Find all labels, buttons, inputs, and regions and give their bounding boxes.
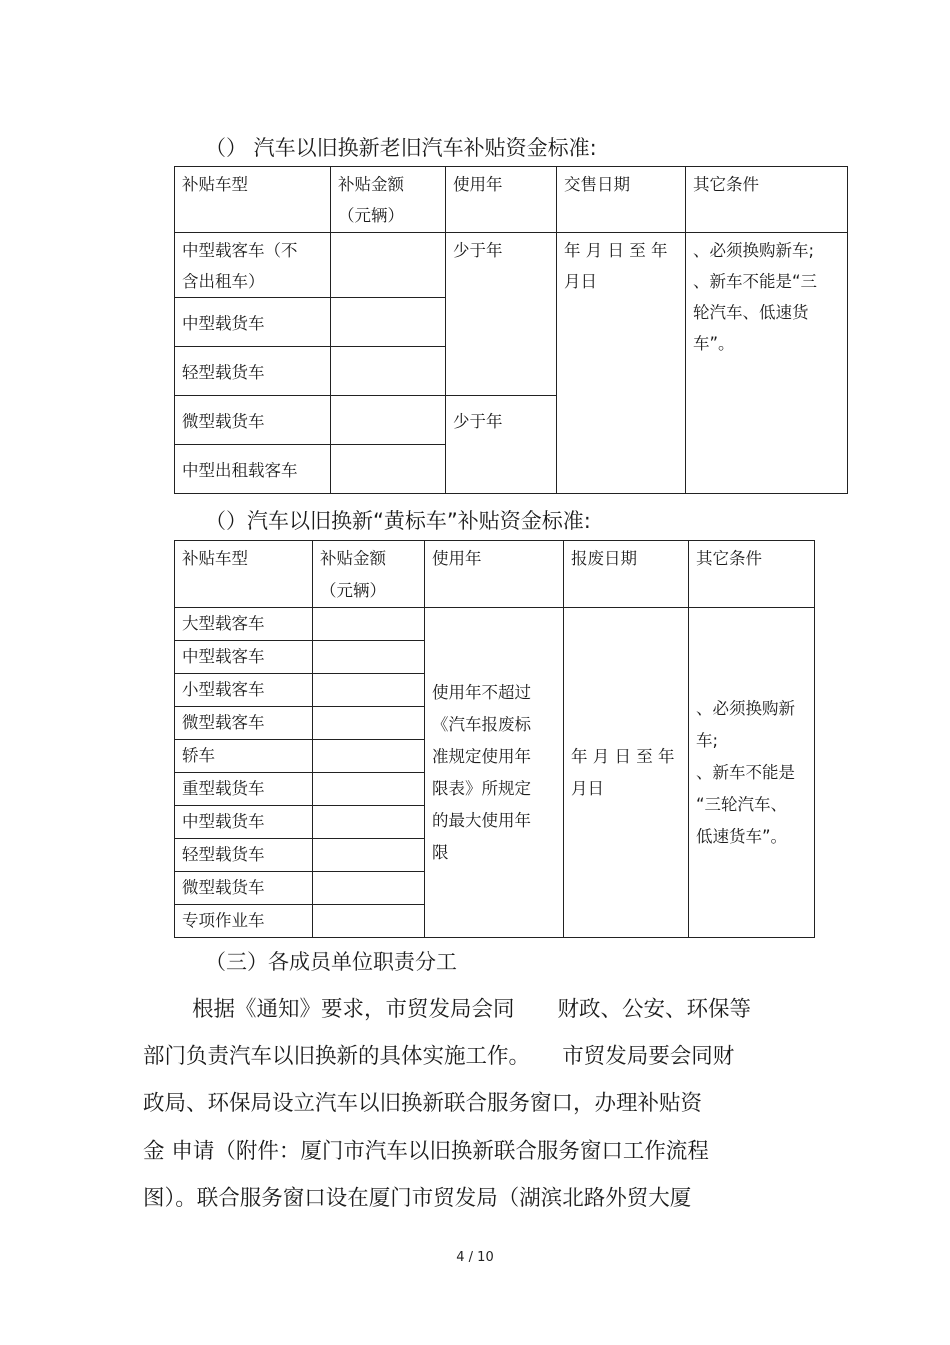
table-cell-vehicle-type: 中型出租载客车 xyxy=(175,445,331,494)
header-scrap-date: 报废日期 xyxy=(564,541,689,608)
table-cell-amount xyxy=(331,396,446,445)
table-cell-amount xyxy=(313,872,425,905)
table-cell-other-conditions: 、必须换购新 车; 、新车不能是 “三轮汽车、 低速货车”。 xyxy=(689,608,815,938)
header-years: 使用年 xyxy=(446,167,557,233)
table-cell-amount xyxy=(313,641,425,674)
table-cell-trade-date: 年 月 日 至 年 月日 xyxy=(557,233,686,494)
table-cell-vehicle-type: 中型载货车 xyxy=(175,298,331,347)
table-cell-amount xyxy=(313,740,425,773)
table-cell-vehicle-type: 微型载货车 xyxy=(175,396,331,445)
table-cell-amount xyxy=(313,707,425,740)
header-vehicle-type: 补贴车型 xyxy=(175,167,331,233)
table-cell-vehicle-type: 大型载客车 xyxy=(175,608,313,641)
yellow-label-vehicle-subsidy-table xyxy=(174,540,815,938)
table-cell-other-conditions: 、必须换购新车; 、新车不能是“三 轮汽车、低速货 车”。 xyxy=(686,233,848,494)
table-cell-amount xyxy=(331,445,446,494)
table-cell-vehicle-type: 中型载客车 xyxy=(175,641,313,674)
table-cell-amount xyxy=(313,806,425,839)
table-cell-amount xyxy=(313,608,425,641)
header-subsidy-amount: 补贴金额 （元辆） xyxy=(331,167,446,233)
table-cell-years: 少于年 xyxy=(446,233,557,396)
table-cell-vehicle-type: 微型载客车 xyxy=(175,707,313,740)
body-text-line: 金 申请（附件：厦门市汽车以旧换新联合服务窗口工作流程 xyxy=(143,1139,709,1164)
body-text-line: 部门负责汽车以旧换新的具体实施工作。 市贸发局要会同财 xyxy=(143,1044,735,1069)
table-cell-vehicle-type: 微型载货车 xyxy=(175,872,313,905)
header-subsidy-amount: 补贴金额 （元辆） xyxy=(313,541,425,608)
table-cell-scrap-date: 年 月 日 至 年 月日 xyxy=(564,608,689,938)
table-cell-amount xyxy=(331,347,446,396)
table-cell-vehicle-type: 中型载货车 xyxy=(175,806,313,839)
table-cell-vehicle-type: 小型载客车 xyxy=(175,674,313,707)
table-cell-vehicle-type: 轻型载货车 xyxy=(175,347,331,396)
table-cell-amount xyxy=(313,674,425,707)
table-cell-years: 少于年 xyxy=(446,396,557,494)
header-other-conditions: 其它条件 xyxy=(689,541,815,608)
table-cell-amount xyxy=(331,233,446,298)
body-text-line: 根据《通知》要求，市贸发局会同 财政、公安、环保等 xyxy=(192,997,752,1022)
table-cell-amount xyxy=(313,905,425,938)
table2-title: （）汽车以旧换新“黄标车”补贴资金标准: xyxy=(205,509,591,533)
table-cell-vehicle-type: 重型载货车 xyxy=(175,773,313,806)
header-trade-date: 交售日期 xyxy=(557,167,686,233)
table-cell-vehicle-type: 轿车 xyxy=(175,740,313,773)
header-years: 使用年 xyxy=(425,541,564,608)
table-cell-amount xyxy=(313,839,425,872)
table-cell-amount xyxy=(331,298,446,347)
table-cell-vehicle-type: 轻型载货车 xyxy=(175,839,313,872)
section-heading: （三）各成员单位职责分工 xyxy=(205,950,457,974)
old-vehicle-subsidy-table xyxy=(174,166,848,494)
table1-title: （） 汽车以旧换新老旧汽车补贴资金标准: xyxy=(205,136,597,160)
body-text-line: 图）。联合服务窗口设在厦门市贸发局（湖滨北路外贸大厦 xyxy=(143,1186,692,1211)
header-vehicle-type: 补贴车型 xyxy=(175,541,313,608)
table-cell-amount xyxy=(313,773,425,806)
table-cell-vehicle-type: 专项作业车 xyxy=(175,905,313,938)
table-cell-years: 使用年不超过 《汽车报废标 准规定使用年 限表》所规定 的最大使用年 限 xyxy=(425,608,564,938)
page-number: 4 / 10 xyxy=(456,1250,494,1265)
table-cell-vehicle-type: 中型载客车（不 含出租车） xyxy=(175,233,331,298)
body-text-line: 政局、环保局设立汽车以旧换新联合服务窗口，办理补贴资 xyxy=(143,1091,703,1116)
header-other-conditions: 其它条件 xyxy=(686,167,848,233)
